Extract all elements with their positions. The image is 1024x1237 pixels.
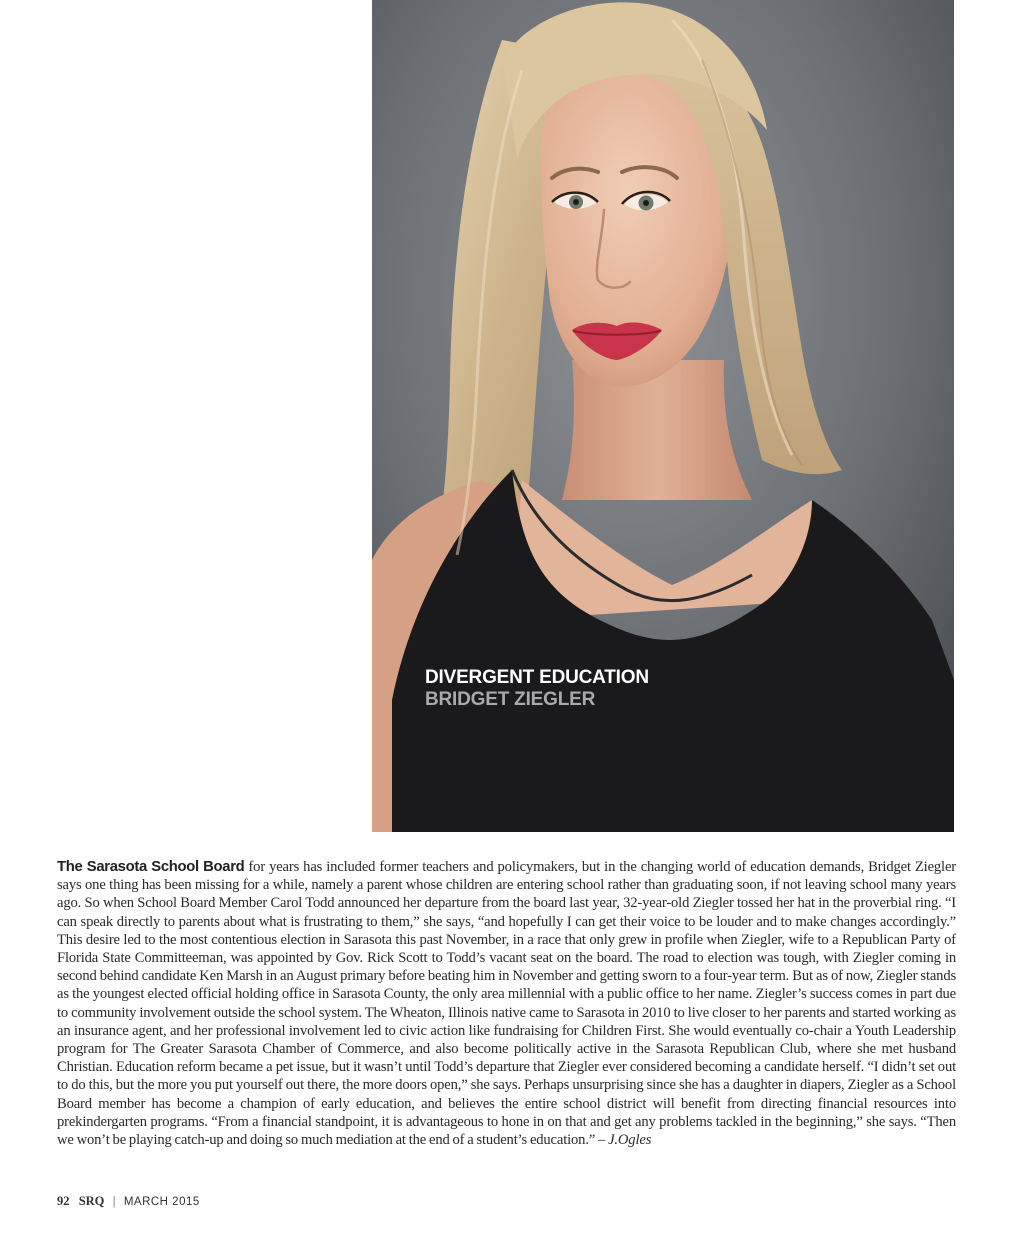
- issue-date: MARCH 2015: [123, 1196, 200, 1208]
- article-body: [57, 858, 956, 1149]
- photo-caption: [425, 667, 649, 711]
- article-byline: J.Ogles: [608, 1132, 652, 1149]
- article-lead-in: The Sarasota School Board: [57, 859, 245, 875]
- caption-title: DIVERGENT EDUCATION: [425, 667, 649, 688]
- portrait-photo: [372, 0, 954, 832]
- magazine-name: SRQ: [78, 1194, 105, 1208]
- folio: [57, 1194, 200, 1209]
- page-number: 92: [57, 1194, 70, 1208]
- folio-separator: |: [112, 1196, 116, 1208]
- article-text: for years has included former teachers and policymakers, but in the changing world of education demands, Bridget Ziegler says one thing has been missing for a while, namely a parent whose children are entering school rather than graduating soon, if not leaving school many years ago. So when School Board Member Carol Todd announced her departure from the board last year, 32-year-old Ziegler tossed her hat in the proverbial ring. “I can speak directly to parents about what is frustrating to them,” she says, “and hopefully I can get their voice to be louder and to make changes accordingly.” This desire led to the most contentious election in Sarasota this past November, in a race that only grew in profile when Ziegler, wife to a Republican Party of Florida State Committeeman, was appointed by Gov. Rick Scott to Todd’s vacant seat on the board. The road to election was tough, with Ziegler coming in second behind candidate Ken Marsh in an August primary before beating him in November and getting sworn to a four-year term. But as of now, Ziegler stands as the youngest elected official holding office in Sarasota County, the only area millennial with a public office to her name. Ziegler’s success comes in part due to community involvement outside the school system. The Wheaton, Illinois native came to Sarasota in 2010 to live closer to her parents and started working as an insurance agent, and her professional involvement led to civic action like fundraising for Children First. She would eventually co-chair a Youth Leadership program for The Greater Sarasota Chamber of Commerce, and also become politically active in the Sarasota Republican Club, where she met husband Christian. Education reform became a pet issue, but it wasn’t until Todd’s departure that Ziegler ever considered becoming a candidate herself. “I didn’t set out to do this, but the more you put yourself out there, the more doors open,” she says. Perhaps unsurprising since she has a daughter in diapers, Ziegler as a School Board member has become a champion of early education, and believes the entire school district will benefit from directing financial resources into prekindergarten programs. “From a financial standpoint, it is advantageous to hone in on that and get any problems tackled in the beginning,” she says. “Then we won’t be playing catch-up and doing so much mediation at the end of a student’s education.” –: [57, 859, 956, 1149]
- neck: [562, 360, 752, 500]
- caption-name: BRIDGET ZIEGLER: [425, 689, 596, 710]
